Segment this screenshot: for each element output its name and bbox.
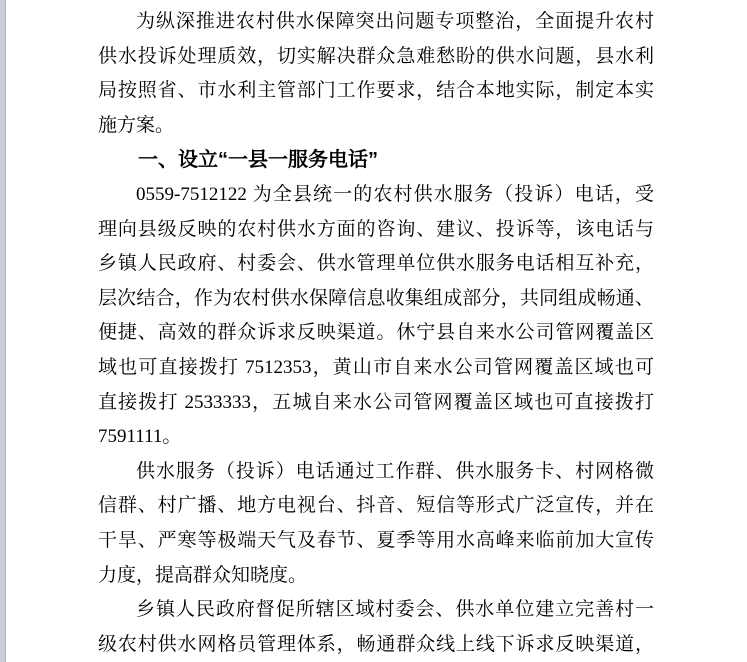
text-line: 乡镇人民政府、村委会、供水管理单位供水服务电话相互补充， <box>98 253 654 275</box>
text-line: 干旱、严寒等极端天气及春节、夏季等用水高峰来临前加大宣传 <box>98 529 654 551</box>
text-line: 层次结合，作为农村供水保障信息收集组成部分，共同组成畅通、 <box>98 287 654 309</box>
paragraph-hotline <box>98 178 654 455</box>
viewer-background-strip <box>0 0 6 662</box>
paragraph-intro <box>98 5 654 143</box>
text-line: 乡镇人民政府督促所辖区域村委会、供水单位建立完善村一 <box>136 599 654 621</box>
text-line: 供水服务（投诉）电话通过工作群、供水服务卡、村网格微 <box>136 460 654 482</box>
text-line: 级农村供水网格员管理体系，畅通群众线上线下诉求反映渠道， <box>98 633 654 655</box>
text-line: 为纵深推进农村供水保障突出问题专项整治，全面提升农村 <box>136 11 654 32</box>
heading-section-1 <box>98 143 654 178</box>
text-line: 便捷、高效的群众诉求反映渠道。休宁县自来水公司管网覆盖区 <box>98 322 654 344</box>
text-line: 供水投诉处理质效，切实解决群众急难愁盼的供水问题，县水利 <box>98 45 654 67</box>
text-line: 7591111。 <box>98 426 182 448</box>
document-page <box>98 0 654 662</box>
text-line: 0559-7512122 为全县统一的农村供水服务（投诉）电话，受 <box>136 183 654 205</box>
text-line: 施方案。 <box>98 114 175 136</box>
paragraph-grid-management <box>98 593 654 662</box>
text-line: 信群、村广播、地方电视台、抖音、短信等形式广泛宣传，并在 <box>98 495 654 517</box>
text-line: 域也可直接拨打 7512353，黄山市自来水公司管网覆盖区域也可 <box>98 356 654 378</box>
text-line: 直接拨打 2533333，五城自来水公司管网覆盖区域也可直接拨打 <box>98 391 654 413</box>
text-line: 局按照省、市水利主管部门工作要求，结合本地实际，制定本实 <box>98 80 654 102</box>
text-line: 力度，提高群众知晓度。 <box>98 564 308 586</box>
heading-line: 一、设立“一县一服务电话” <box>138 149 378 172</box>
paragraph-publicity <box>98 455 654 593</box>
text-line: 理向县级反映的农村供水方面的咨询、建议、投诉等，该电话与 <box>98 218 654 240</box>
